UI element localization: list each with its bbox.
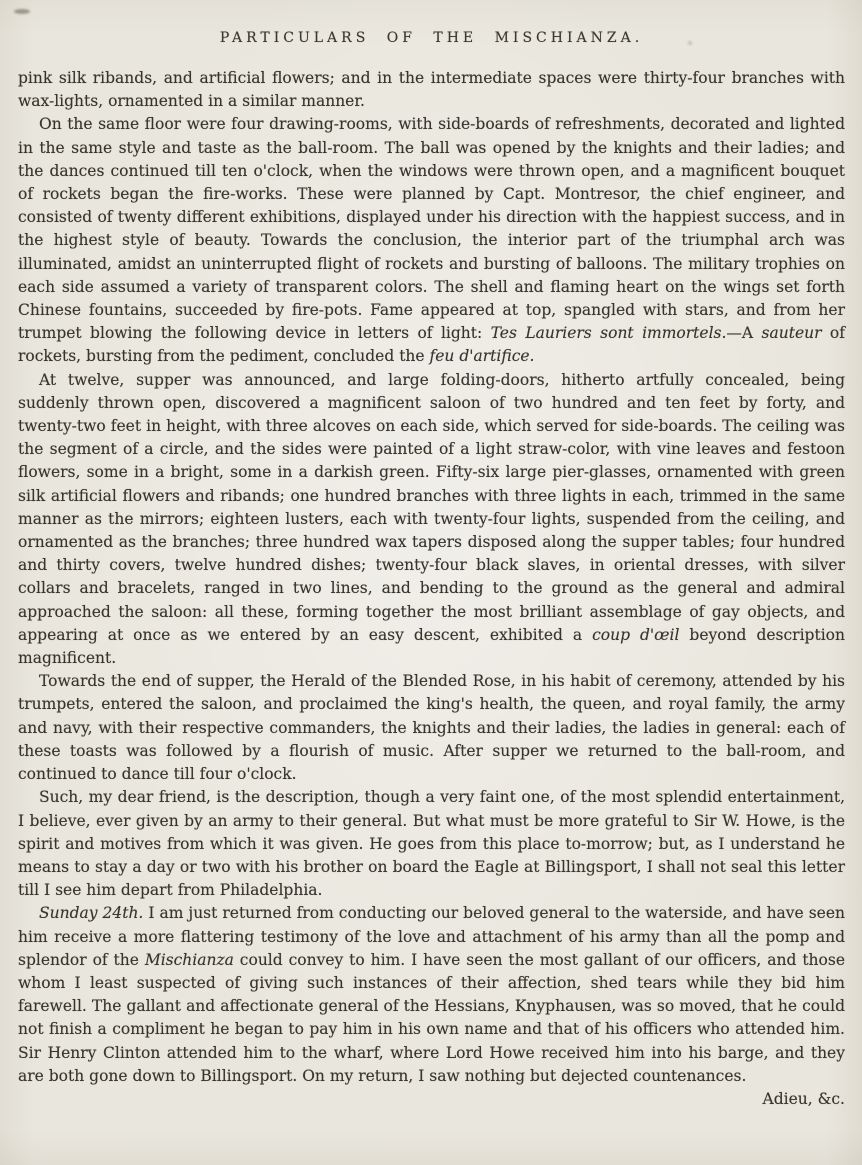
paragraph xyxy=(18,670,845,786)
page-title: PARTICULARS OF THE MISCHIANZA. xyxy=(219,30,644,46)
text-run: pink silk ribands, and artificial flowers; and in the intermediate spaces were thirty-four branches with wax-lights, ornamented in a similar manner. xyxy=(18,69,845,111)
paragraph xyxy=(18,113,845,368)
text-run: Mischianza xyxy=(144,950,234,969)
text-run: Sunday 24th. xyxy=(39,904,144,923)
text-run: of rockets, bursting from the pediment, concluded the xyxy=(18,324,846,366)
scan-smudge xyxy=(14,9,30,14)
scan-speck xyxy=(688,41,692,45)
text-run: At twelve, supper was announced, and large folding-doors, hitherto artfully concealed, being suddenly thrown open, discovered a magnificent saloon of two hundred and ten feet by forty, and twenty-two feet in height, with three alcoves on each side, which served for side-boards. The ceiling was the segment of a circle, and the sides were painted of a light straw-color, with vine leaves and festoon flowers, some in a bright, some in a darkish green. Fifty-six large pier-glasses, ornamented with green silk artificial flowers and ribands; one hundred branches with three lights in each, trimmed in the same manner as the mirrors; eighteen lusters, each with twenty-four lights, suspended from the ceiling, and ornamented as the branches; three hundred wax tapers disposed along the supper tables; four hundred and thirty covers, twelve hundred dishes; twenty-four black slaves, in oriental dresses, with silver collars and bracelets, ranged in two lines, and bending to the ground as the general and admiral approached the saloon: all these, forming together the most brilliant assemblage of gay objects, and appearing at once as we entered by an easy descent, exhibited a xyxy=(18,370,845,644)
text-run: coup d'œil xyxy=(592,625,680,644)
paragraph xyxy=(18,786,845,902)
paragraph xyxy=(18,369,845,671)
text-run: Towards the end of supper, the Herald of the Blended Rose, in his habit of ceremony, attended by his trumpets, entered the saloon, and proclaimed the king's health, the queen, and royal family, the army and navy, with their respective commanders, the knights and their ladies, the ladies in general: each of these toasts was followed by a flourish of music. After supper we returned to the ball-room, and continued to dance till four o'clock. xyxy=(18,672,845,784)
text-run: On the same floor were four drawing-rooms, with side-boards of refreshments, decorated and lighted in the same style and taste as the ball-room. The ball was opened by the knights and their ladies; and the dances continued till ten o'clock, when the windows were thrown open, and a magnificent bouquet of rockets began the fire-works. These were planned by Capt. Montresor, the chief engineer, and consisted of twenty different exhibitions, displayed under his direction with the happiest success, and in the highest style of beauty. Towards the conclusion, the interior part of the triumphal arch was illuminated, amidst an uninterrupted flight of rockets and bursting of balloons. The military trophies on each side assumed a variety of transparent colors. The shell and flaming heart on the wings set forth Chinese fountains, succeeded by fire-pots. Fame appeared at top, spangled with stars, and from her trumpet blowing the following device in letters of light: xyxy=(18,115,845,343)
text-run: beyond description magnificent. xyxy=(18,625,845,668)
text-run: feu d'artifice. xyxy=(429,347,535,366)
text-run: I am just returned from conducting our beloved general to the waterside, and have seen him receive a more flattering testimony of the love and attachment of his army than all the pomp and splendor of the xyxy=(18,904,845,969)
text-run: —A xyxy=(726,324,762,343)
text-run: sauteur xyxy=(761,324,822,343)
paragraph xyxy=(18,902,845,1108)
text-run: Such, my dear friend, is the description, though a very faint one, of the most splendid entertainment, I believe, ever given by an army to their general. But what must be more grateful to Sir W. Howe, is the spirit and motives from which it was given. He goes from this place to-morrow; but, as I understand he means to stay a day or two with his brother on board the Eagle at Billingsport, I shall not seal this letter till I see him depart from Philadelphia. xyxy=(18,788,845,900)
text-run: could convey to him. I have seen the most gallant of our officers, and those whom I least suspected of giving such instances of their affection, shed tears while they bid him farewell. The gallant and affectionate general of the Hessians, Knyphausen, was so moved, that he could not finish a compliment he began to pay him in his own name and that of his officers who attended him. Sir Henry Clinton attended him to the wharf, where Lord Howe received him into his barge, and they are both gone down to Billingsport. On my return, I saw nothing but dejected countenances. xyxy=(18,950,845,1085)
text-run: Tes Lauriers sont immortels. xyxy=(490,324,727,343)
page-body xyxy=(18,67,846,1108)
signoff: Adieu, &c. xyxy=(762,1089,845,1108)
paragraph xyxy=(18,67,845,113)
